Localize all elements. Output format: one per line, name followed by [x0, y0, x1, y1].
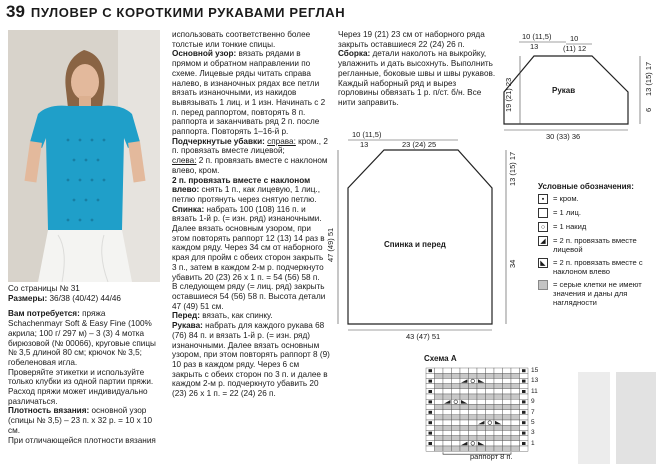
chart-cell — [494, 384, 503, 389]
chart-cell — [477, 430, 486, 435]
chart-cell — [520, 384, 529, 389]
chart-cell — [503, 425, 512, 430]
decrease-label: Подчеркнутые убавки: — [172, 136, 265, 146]
decrease-left-label: слева: — [172, 156, 197, 166]
edge-stitch-icon: ▪ — [538, 194, 548, 204]
chart-cell — [460, 410, 469, 415]
chart-cell — [460, 430, 469, 435]
edge-stitch-mark — [429, 390, 433, 393]
chart-cell — [511, 378, 520, 383]
edge-stitch-mark — [522, 411, 526, 414]
chart-row-label: 5 — [531, 419, 535, 426]
chart-cell — [494, 415, 503, 420]
chart-cell — [511, 389, 520, 394]
chart-cell — [426, 415, 435, 420]
gray-cell-icon — [538, 280, 548, 290]
pattern-number: 39 — [6, 2, 25, 21]
chart-cell — [435, 415, 444, 420]
density-text: основной узор (спицы № 3,5) – 23 п. х 32 р. = 10 х 10 см. — [8, 406, 153, 435]
chart-row-label: 15 — [531, 367, 539, 374]
legend-text-k2tog: = 2 п. провязать вместе лицевой — [553, 236, 637, 254]
legend-text-gray: = серые клетки не имеют значения и даны для наглядности — [553, 280, 642, 307]
chart-cell — [469, 394, 478, 399]
edge-stitch-mark — [522, 400, 526, 403]
left-decrease-label: 2 п. провязать вместе с наклоном влево: — [172, 175, 311, 195]
chart-cell — [503, 378, 512, 383]
chart-cell — [494, 404, 503, 409]
chart-cell — [494, 446, 503, 451]
chart-cell — [452, 389, 461, 394]
chart-cell — [486, 368, 495, 373]
chart-cell — [511, 410, 520, 415]
legend-item-ssk — [538, 258, 656, 276]
sleeve-top-b: 10 — [570, 34, 579, 43]
chart-cell — [520, 446, 529, 451]
pattern-label: Основной узор: — [172, 49, 237, 59]
check-text: Проверяйте этикетки и используйте только клубки из одной партии пряжи. Расход пряжи может индивидуально различаться. — [8, 367, 154, 406]
sleeves-label: Рукава: — [172, 321, 203, 331]
chart-cell — [469, 404, 478, 409]
left-decrease-text: снять 1 п., как лицевую, 1 лиц., петлю протянуть через снятую петлю. — [172, 185, 320, 204]
note-text: При отличающейся плотности вязания — [8, 435, 156, 445]
legend-text-knit: = 1 лиц. — [553, 208, 582, 217]
yarn-label: Вам потребуется: — [8, 309, 80, 319]
chart-cell — [511, 430, 520, 435]
edge-stitch-mark — [429, 432, 433, 435]
chart-cell — [435, 389, 444, 394]
chart-cell — [426, 373, 435, 378]
chart-cell — [452, 446, 461, 451]
chart-cell — [435, 410, 444, 415]
chart-cell — [435, 399, 444, 404]
legend-text-edge: = кром. — [553, 194, 579, 203]
chart-cell — [443, 389, 452, 394]
chart-cell — [443, 420, 452, 425]
chart-cell — [443, 441, 452, 446]
chart-cell — [477, 436, 486, 441]
chart-cell — [503, 399, 512, 404]
chart-cell — [435, 384, 444, 389]
chart-cell — [452, 404, 461, 409]
chart-cell — [426, 436, 435, 441]
chart-cell — [503, 420, 512, 425]
edge-stitch-mark — [429, 369, 433, 372]
chart-cell — [452, 415, 461, 420]
legend-item-knit — [538, 208, 656, 218]
chart-cell — [477, 399, 486, 404]
chart-cell — [511, 373, 520, 378]
sizes-label: Размеры: — [8, 293, 48, 303]
chart-cell — [503, 446, 512, 451]
chart-cell — [435, 425, 444, 430]
sizes-value: 36/38 (40/42) 44/46 — [49, 293, 121, 303]
chart-cell — [477, 373, 486, 378]
chart-cell — [511, 368, 520, 373]
sleeve-bottom: 30 (33) 36 — [546, 132, 581, 141]
chart-row-label: 7 — [531, 408, 535, 416]
edge-stitch-mark — [522, 380, 526, 383]
chart-cell — [503, 441, 512, 446]
chart-cell — [435, 404, 444, 409]
chart-cell — [503, 373, 512, 378]
chart-cell — [520, 436, 529, 441]
chart-cell — [452, 441, 461, 446]
chart-cell — [426, 446, 435, 451]
edge-stitch-mark — [522, 369, 526, 372]
chart-cell — [426, 404, 435, 409]
edge-stitch-mark — [429, 442, 433, 445]
chart-cell — [460, 394, 469, 399]
chart-cell — [511, 399, 520, 404]
legend-item-k2tog — [538, 236, 656, 254]
chart-cell — [494, 389, 503, 394]
chart-cell — [486, 389, 495, 394]
legend-item-edge — [538, 194, 656, 204]
chart-repeat-label: раппорт 8 п. — [470, 452, 513, 461]
chart-cell — [469, 446, 478, 451]
sleeve-top-b2: (11) 12 — [563, 44, 587, 53]
chart-cell — [511, 415, 520, 420]
pattern-title: ПУЛОВЕР С КОРОТКИМИ РУКАВАМИ РЕГЛАН — [30, 5, 346, 20]
chart-cell — [469, 389, 478, 394]
chart-cell — [452, 394, 461, 399]
body-title: Спинка и перед — [384, 240, 446, 249]
k2tog-icon: ◢ — [538, 236, 548, 246]
chart-cell — [511, 420, 520, 425]
chart-cell — [435, 420, 444, 425]
decrease-right-text: кром., 2 п. провязать вместе лицевой; — [172, 136, 328, 156]
ssk-icon: ◣ — [538, 258, 548, 268]
sleeve-title: Рукав — [552, 86, 576, 95]
back-text-2: В следующем ряду (= лиц. ряд) закрыть оставшиеся 54 (56) 58 п. Высота детали 47 (49) 51 см. — [172, 282, 326, 311]
chart-cell — [511, 394, 520, 399]
chart-cell — [469, 399, 478, 404]
decrease-right-label: справа: — [267, 136, 296, 146]
chart-cell — [435, 394, 444, 399]
chart-cell — [443, 404, 452, 409]
chart-cell — [477, 415, 486, 420]
chart-cell — [460, 420, 469, 425]
chart-cell — [435, 441, 444, 446]
chart-row-label: 13 — [531, 377, 539, 385]
chart-cell — [503, 415, 512, 420]
chart-cell — [452, 430, 461, 435]
body-right-b: 34 — [508, 259, 517, 268]
body-top-b: 23 (24) 25 — [402, 140, 437, 149]
edge-stitch-mark — [429, 400, 433, 403]
legend — [538, 182, 656, 311]
chart-cell — [511, 404, 520, 409]
body-top-a2: 13 — [360, 140, 369, 149]
chart-cell — [443, 425, 452, 430]
chart-cell — [443, 373, 452, 378]
chart-cell — [503, 436, 512, 441]
chart-cell — [511, 425, 520, 430]
edge-stitch-mark — [522, 442, 526, 445]
chart-cell — [469, 436, 478, 441]
legend-item-yarnover — [538, 222, 656, 232]
chart-cell — [443, 436, 452, 441]
sleeve-left: 19 (21) 23 — [504, 77, 513, 112]
chart-cell — [435, 378, 444, 383]
chart-cell — [460, 389, 469, 394]
chart-cell — [477, 410, 486, 415]
back-label: Спинка: — [172, 204, 205, 214]
edge-stitch-mark — [522, 421, 526, 424]
edge-stitch-mark — [522, 390, 526, 393]
sleeve-right-b: 6 — [644, 107, 653, 112]
back-text: набрать 100 (108) 116 п. и вязать 1-й р. (= изн. ряд) изнаночными. Далее вязать основным узором, при этом повторять раппорт 12 (13) 14 раз в каждом ряду. Через 34 см от наборного края для пройм с обеих сторон закрыть 3 п., затем в каждом 2-м р. подчеркнуто убавить 20 (23) 26 х 1 п. = 54 (56) 58 п. — [172, 204, 325, 282]
chart-title: Схема А — [424, 354, 457, 363]
chart-cell — [494, 436, 503, 441]
chart-cell — [460, 415, 469, 420]
chart-cell — [452, 384, 461, 389]
chart-cell — [460, 404, 469, 409]
body-left: 47 (49) 51 — [326, 227, 335, 262]
front-label: Перед: — [172, 311, 200, 321]
chart-cell — [486, 425, 495, 430]
chart-cell — [520, 404, 529, 409]
chart-cell — [435, 373, 444, 378]
chart-cell — [443, 394, 452, 399]
chart-cell — [511, 441, 520, 446]
photo-caption: Со страницы № 31 — [8, 284, 80, 293]
yarn-text: пряжа Schachenmayr Soft & Easy Fine (100% акрила; 100 г/ 297 м) – 3 (3) 4 мотка бирюзовой (№ 00066), круговые спицы № 3,5 длиной 80 см; крючок № 3,5; гобеленовая игла. — [8, 309, 156, 367]
chart-cell — [503, 430, 512, 435]
chart-cell — [511, 384, 520, 389]
yarn-over-icon: ○ — [538, 222, 548, 232]
chart-cell — [435, 436, 444, 441]
chart-cell — [452, 410, 461, 415]
chart-a-grid — [420, 364, 560, 464]
front-text: вязать, как спинку. — [202, 311, 273, 321]
chart-cell — [520, 415, 529, 420]
body-bottom: 43 (47) 51 — [406, 332, 441, 341]
chart-cell — [477, 425, 486, 430]
decrease-left-text: 2 п. провязать вместе с наклоном влево, кром. — [172, 156, 328, 175]
knit-stitch-icon — [538, 208, 548, 218]
sleeve-right-a: 13 (15) 17 — [644, 61, 653, 96]
intro-text: использовать соответственно более толстые или тонкие спицы. — [172, 30, 311, 49]
chart-cell — [503, 389, 512, 394]
chart-cell — [469, 415, 478, 420]
chart-cell — [452, 420, 461, 425]
chart-cell — [494, 373, 503, 378]
chart-cell — [469, 373, 478, 378]
chart-cell — [435, 446, 444, 451]
chart-cell — [477, 446, 486, 451]
pattern-text: вязать рядами в прямом и обратном направлении по схеме. Лицевые ряды читать справа налево, в изнаночных рядах все петли вязать изнаночными, из накидов вывязывать 1 лиц. и 1 изн. Начинать с 2 п. перед раппортом, повторять 8 п. раппорта и заканчивать ряд 2 п. после раппорта. Повторять 1–16-й р. — [172, 49, 326, 137]
chart-cell — [443, 446, 452, 451]
body-right-a: 13 (15) 17 — [508, 151, 517, 186]
chart-cell — [460, 425, 469, 430]
chart-cell — [443, 430, 452, 435]
chart-cell — [443, 384, 452, 389]
thumbnail-left — [578, 372, 610, 464]
chart-cell — [494, 378, 503, 383]
chart-row-label: 11 — [531, 387, 538, 395]
density-label: Плотность вязания: — [8, 406, 90, 416]
chart-cell — [520, 394, 529, 399]
sleeve-top-a: 10 (11,5) — [522, 32, 552, 41]
chart-cell — [494, 425, 503, 430]
chart-cell — [452, 373, 461, 378]
sleeve-top-a2: 13 — [530, 42, 539, 51]
chart-cell — [494, 430, 503, 435]
chart-cell — [486, 373, 495, 378]
body-top-a: 10 (11,5) — [352, 130, 382, 139]
chart-row-label: 1 — [531, 439, 535, 447]
legend-text-ssk: = 2 п. провязать вместе с наклоном влево — [553, 258, 643, 276]
chart-cell — [469, 420, 478, 425]
chart-cell — [469, 368, 478, 373]
chart-cell — [486, 399, 495, 404]
chart-row-label: 9 — [531, 398, 535, 406]
chart-cell — [486, 430, 495, 435]
legend-title: Условные обозначения: — [538, 182, 634, 191]
chart-cell — [477, 368, 486, 373]
chart-row-label: 3 — [531, 429, 535, 437]
chart-cell — [520, 373, 529, 378]
legend-text-yarnover: = 1 накид — [553, 222, 587, 231]
chart-cell — [477, 404, 486, 409]
chart-cell — [452, 425, 461, 430]
chart-cell — [469, 410, 478, 415]
sleeves-text: набрать для каждого рукава 68 (76) 84 п. и вязать 1-й р. (= изн. ряд) изнаночными. Далее вязать основным узором, при этом повторять раппорт 8 (9) 10 раз в каждом ряду. Через 6 см закрыть с обеих сторон по 3 п. и далее в каждом 2-м р. подчеркнуто убавить 20 (23) 26 х 1 п. = 22 (24) 26 п. — [172, 321, 330, 399]
thumbnail-right — [616, 372, 656, 464]
chart-cell — [460, 436, 469, 441]
edge-stitch-mark — [522, 432, 526, 435]
chart-cell — [511, 446, 520, 451]
edge-stitch-mark — [429, 380, 433, 383]
assembly-label: Сборка: — [338, 49, 371, 59]
chart-cell — [494, 368, 503, 373]
chart-cell — [486, 441, 495, 446]
chart-cell — [494, 441, 503, 446]
chart-cell — [452, 368, 461, 373]
chart-cell — [477, 394, 486, 399]
chart-cell — [452, 436, 461, 441]
sleeve-closing-text: Через 19 (21) 23 см от наборного ряда закрыть оставшиеся 22 (24) 26 п. — [338, 30, 485, 49]
chart-cell — [494, 399, 503, 404]
chart-cell — [477, 384, 486, 389]
assembly-text: детали наколоть на выкройку, увлажнить и дать высохнуть. Выполнить регланные, боковые швы и швы рукавов. Каждый наборный ряд и вырез горловины обвязать 1 р. п/ст. б/н. Все нити заправить. — [338, 49, 496, 107]
chart-cell — [486, 415, 495, 420]
chart-cell — [503, 404, 512, 409]
chart-cell — [443, 368, 452, 373]
chart-cell — [503, 394, 512, 399]
body-shape — [348, 150, 492, 324]
chart-cell — [443, 415, 452, 420]
chart-cell — [503, 384, 512, 389]
edge-stitch-mark — [429, 421, 433, 424]
chart-cell — [520, 425, 529, 430]
chart-cell — [494, 410, 503, 415]
chart-cell — [486, 384, 495, 389]
legend-item-gray — [538, 280, 656, 307]
chart-cell — [503, 368, 512, 373]
chart-cell — [494, 394, 503, 399]
chart-cell — [426, 425, 435, 430]
chart-cell — [486, 410, 495, 415]
chart-cell — [469, 430, 478, 435]
chart-cell — [435, 368, 444, 373]
chart-cell — [426, 384, 435, 389]
chart-cell — [469, 425, 478, 430]
chart-cell — [460, 368, 469, 373]
chart-cell — [486, 436, 495, 441]
chart-cell — [469, 384, 478, 389]
chart-cell — [452, 378, 461, 383]
chart-cell — [503, 410, 512, 415]
chart-cell — [443, 378, 452, 383]
chart-cell — [460, 446, 469, 451]
chart-cell — [460, 384, 469, 389]
chart-cell — [486, 404, 495, 409]
chart-cell — [477, 389, 486, 394]
edge-stitch-mark — [429, 411, 433, 414]
chart-cell — [426, 394, 435, 399]
chart-cell — [486, 378, 495, 383]
chart-cell — [486, 394, 495, 399]
chart-cell — [460, 373, 469, 378]
chart-cell — [486, 446, 495, 451]
chart-cell — [435, 430, 444, 435]
chart-cell — [511, 436, 520, 441]
chart-cell — [443, 410, 452, 415]
